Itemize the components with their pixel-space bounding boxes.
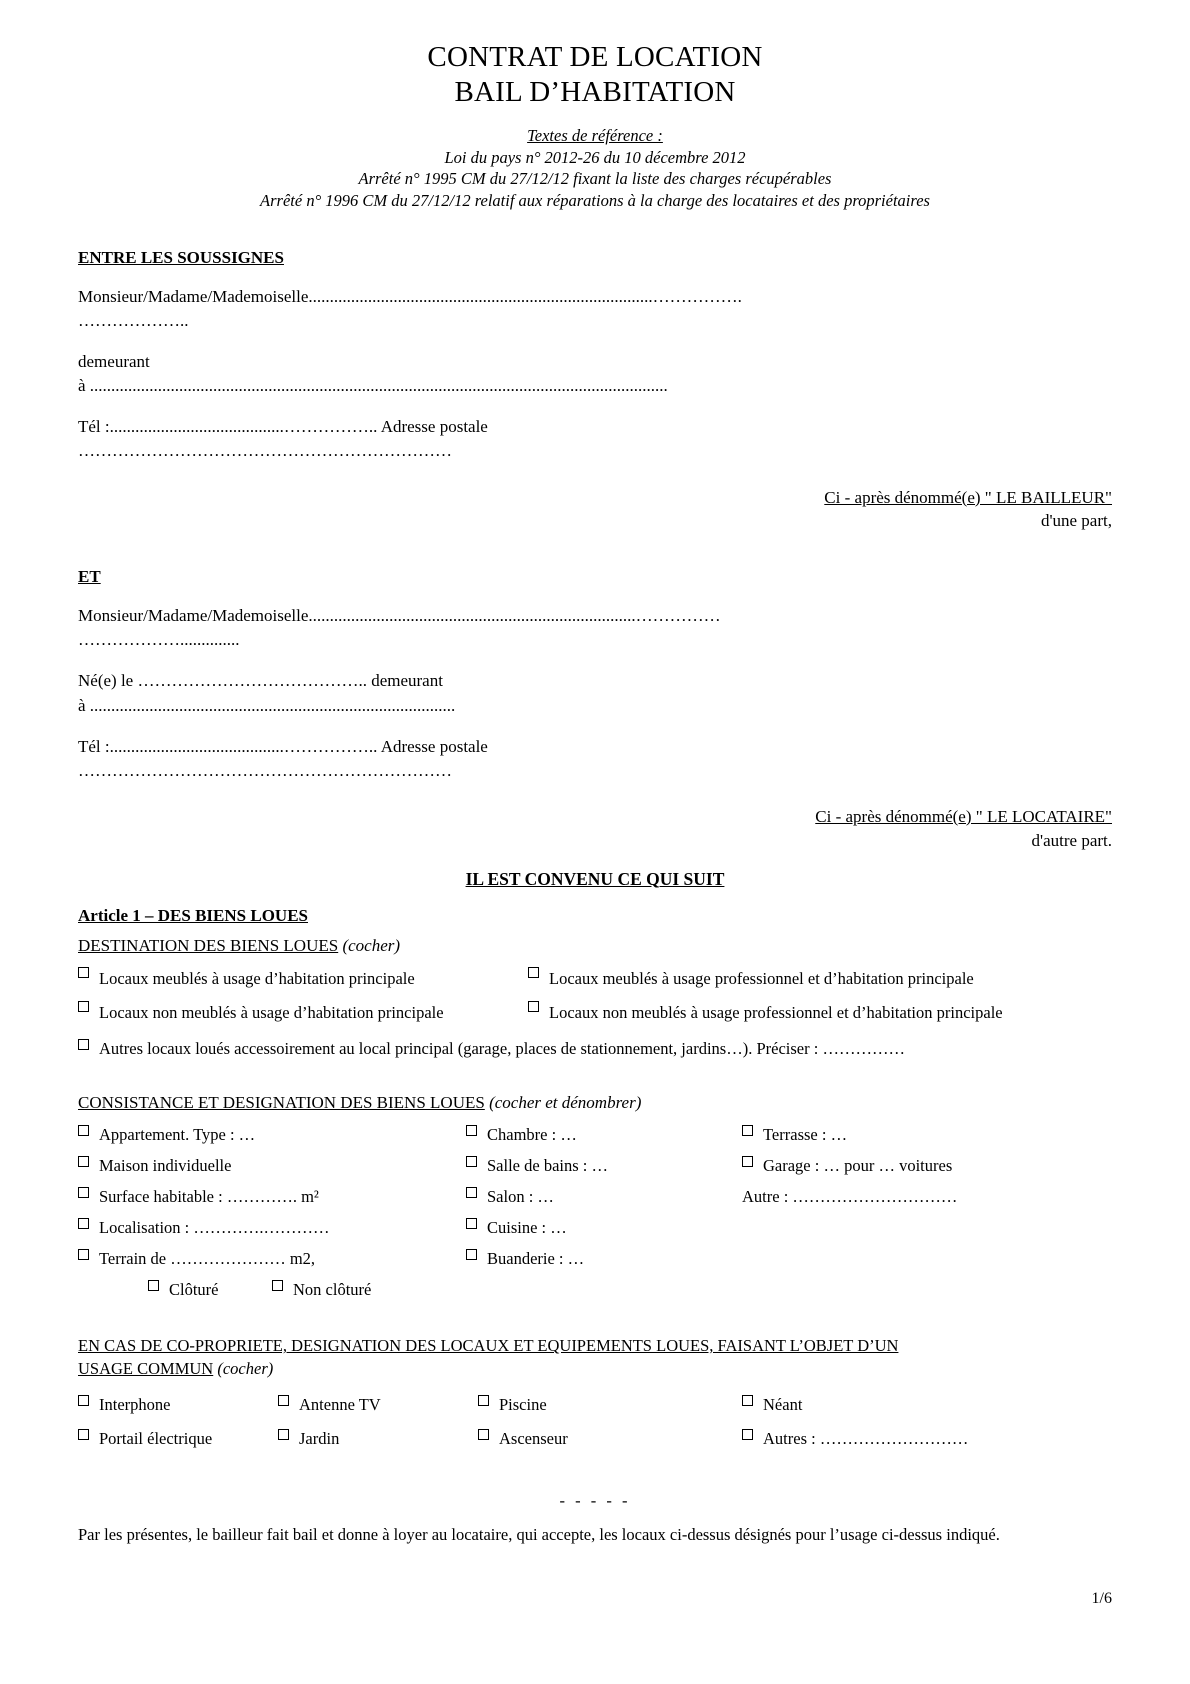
locataire-name-text: Monsieur/Madame/Mademoiselle.............................................................................……………: [78, 606, 721, 626]
checkbox-icon[interactable]: [528, 967, 539, 978]
consistance-option-maison[interactable]: [78, 1156, 466, 1176]
bailleur-address-line: à ........................................................................................................................................: [78, 376, 668, 396]
locataire-postal-line: …………………………………………………………: [78, 760, 452, 780]
consistance-option-terrain[interactable]: [78, 1249, 466, 1269]
destination-option-meuble-habitation[interactable]: [78, 967, 528, 991]
section-separator: - - - - -: [559, 1490, 631, 1510]
option-label: Néant: [763, 1394, 803, 1414]
consistance-option-salon[interactable]: [466, 1187, 742, 1207]
consistance-option-appartement[interactable]: [78, 1125, 466, 1145]
checkbox-icon[interactable]: [78, 1039, 89, 1050]
checkbox-icon[interactable]: [742, 1395, 753, 1406]
consistance-option-localisation[interactable]: [78, 1218, 466, 1238]
option-label: Locaux non meublés à usage professionnel et d’habitation principale: [549, 1003, 1003, 1023]
reference-line-2: Arrêté n° 1995 CM du 27/12/12 fixant la liste des charges récupérables: [358, 169, 832, 189]
reference-line-3: Arrêté n° 1996 CM du 27/12/12 relatif aux réparations à la charge des locataires et des propriétaires: [260, 191, 930, 211]
destination-option-autres[interactable]: [78, 1039, 1112, 1059]
terrain-fence-options: [78, 1280, 1112, 1300]
option-label: Cuisine : …: [487, 1218, 567, 1238]
checkbox-icon[interactable]: [278, 1429, 289, 1440]
option-label: Locaux non meublés à usage d’habitation principale: [99, 1003, 444, 1023]
bailleur-name-line: [78, 285, 1112, 333]
option-label: Terrain de ………………… m2,: [99, 1249, 316, 1269]
option-label: Surface habitable : …………. m²: [99, 1187, 319, 1207]
copropriete-option-antenne-tv[interactable]: [278, 1395, 478, 1415]
closing-paragraph: Par les présentes, le bailleur fait bail et donne à loyer au locataire, qui accepte, les locaux ci-dessus désignés pour l’usage ci-dessus indiqué.: [78, 1524, 1000, 1544]
checkbox-icon[interactable]: [278, 1395, 289, 1406]
copropriete-subheading: [78, 1334, 1112, 1380]
locataire-tel-line: Tél :.........................................…………….. Adresse postale: [78, 736, 488, 756]
checkbox-icon[interactable]: [78, 1187, 89, 1198]
option-label: Non clôturé: [293, 1280, 372, 1300]
copropriete-option-interphone[interactable]: [78, 1395, 278, 1415]
option-label: Maison individuelle: [99, 1156, 232, 1176]
et-separator: ET: [78, 567, 101, 587]
checkbox-icon[interactable]: [78, 1125, 89, 1136]
reference-label: Textes de référence :: [527, 125, 663, 145]
checkbox-icon[interactable]: [466, 1218, 477, 1229]
consistance-row: [78, 1249, 1112, 1269]
destination-subheading: [78, 936, 1112, 956]
locataire-contact-block: [78, 735, 1112, 783]
option-label: Salon : …: [487, 1187, 554, 1207]
option-label: Jardin: [299, 1428, 340, 1448]
locataire-birth-line: Né(e) le ………………………………….. demeurant: [78, 671, 443, 691]
checkbox-icon[interactable]: [478, 1395, 489, 1406]
checkbox-icon[interactable]: [78, 1001, 89, 1012]
checkbox-icon[interactable]: [148, 1280, 159, 1291]
consistance-option-buanderie[interactable]: [466, 1249, 742, 1269]
copropriete-option-piscine[interactable]: [478, 1395, 742, 1415]
copropriete-row: [78, 1429, 1112, 1449]
bailleur-demeurant-block: [78, 350, 1112, 398]
consistance-row: [78, 1218, 1112, 1238]
checkbox-icon[interactable]: [78, 1249, 89, 1260]
checkbox-icon[interactable]: [78, 1395, 89, 1406]
consistance-option-surface-habitable[interactable]: [78, 1187, 466, 1207]
option-label: Autres locaux loués accessoirement au local principal (garage, places de stationnement, jardins…). Préciser : ……………: [99, 1039, 905, 1059]
destination-option-nonmeuble-habitation[interactable]: [78, 1001, 528, 1025]
locataire-name-text-cont: ………………..............: [78, 630, 240, 650]
article-1-heading: Article 1 – DES BIENS LOUES: [78, 905, 308, 925]
page-number: 1/6: [1091, 1590, 1112, 1607]
copropriete-row: [78, 1395, 1112, 1415]
option-label: Salle de bains : …: [487, 1156, 608, 1176]
consistance-option-terrasse[interactable]: [742, 1125, 1112, 1145]
option-label: Portail électrique: [99, 1428, 213, 1448]
bailleur-contact-block: [78, 415, 1112, 463]
consistance-option-garage[interactable]: [742, 1156, 1112, 1176]
option-label: Garage : … pour … voitures: [763, 1156, 953, 1176]
checkbox-icon[interactable]: [78, 1218, 89, 1229]
copropriete-option-neant[interactable]: [742, 1395, 1102, 1415]
consistance-row: [78, 1187, 1112, 1207]
bailleur-name-text: Monsieur/Madame/Mademoiselle.................................................................................…………….: [78, 286, 742, 306]
copropriete-option-ascenseur[interactable]: [478, 1429, 742, 1449]
destination-row-2: [78, 1001, 1112, 1025]
copropriete-hint: (cocher): [217, 1359, 274, 1379]
copropriete-label-line-1: EN CAS DE CO-PROPRIETE, DESIGNATION DES LOCAUX ET EQUIPEMENTS LOUES, FAISANT L’OBJET D’UN: [78, 1336, 899, 1356]
checkbox-icon[interactable]: [272, 1280, 283, 1291]
destination-hint: (cocher): [342, 935, 401, 955]
checkbox-icon[interactable]: [742, 1429, 753, 1440]
agreement-line: IL EST CONVENU CE QUI SUIT: [465, 868, 725, 889]
option-label: Ascenseur: [499, 1428, 568, 1448]
checkbox-icon[interactable]: [478, 1429, 489, 1440]
bailleur-demeurant-label: demeurant: [78, 352, 150, 372]
bailleur-postal-line: …………………………………………………………: [78, 441, 452, 461]
consistance-option-salle-de-bains[interactable]: [466, 1156, 742, 1176]
locataire-denomination-block: [78, 805, 1112, 853]
option-label: Appartement. Type : …: [99, 1125, 256, 1145]
option-label: Buanderie : …: [487, 1249, 585, 1269]
checkbox-icon[interactable]: [742, 1156, 753, 1167]
page-content: [78, 40, 1112, 1546]
reference-line-1: Loi du pays n° 2012-26 du 10 décembre 2012: [444, 147, 746, 167]
locataire-name-line: [78, 604, 1112, 652]
consistance-subheading: [78, 1093, 1112, 1113]
option-label: Terrasse : …: [763, 1125, 848, 1145]
option-label: Autres : ………………………: [763, 1428, 969, 1448]
consistance-label: CONSISTANCE ET DESIGNATION DES BIENS LOUES: [78, 1093, 485, 1113]
copropriete-option-autres[interactable]: [742, 1429, 1102, 1449]
bailleur-part: d'une part,: [1040, 511, 1112, 531]
option-label: Chambre : …: [487, 1125, 577, 1145]
copropriete-option-portail-electrique[interactable]: [78, 1429, 278, 1449]
consistance-field-autre[interactable]: [742, 1187, 1112, 1207]
bailleur-denomination: Ci - après dénommé(e) " LE BAILLEUR": [824, 487, 1112, 507]
copropriete-option-jardin[interactable]: [278, 1429, 478, 1449]
checkbox-icon[interactable]: [78, 967, 89, 978]
consistance-option-non-cloture[interactable]: [272, 1280, 396, 1300]
option-label: Autre : …………………………: [742, 1187, 958, 1207]
consistance-option-chambre[interactable]: [466, 1125, 742, 1145]
checkbox-icon[interactable]: [78, 1156, 89, 1167]
consistance-hint: (cocher et dénombrer): [489, 1093, 642, 1113]
bailleur-tel-line: Tél :.........................................…………….. Adresse postale: [78, 417, 488, 437]
copropriete-grid: [78, 1395, 1112, 1449]
checkbox-icon[interactable]: [466, 1125, 477, 1136]
checkbox-icon[interactable]: [78, 1429, 89, 1440]
destination-row-1: [78, 967, 1112, 991]
parties-heading: ENTRE LES SOUSSIGNES: [78, 247, 284, 267]
checkbox-icon[interactable]: [466, 1187, 477, 1198]
consistance-empty-cell: [742, 1218, 1112, 1238]
consistance-grid: [78, 1125, 1112, 1300]
consistance-option-cloture[interactable]: [148, 1280, 272, 1300]
locataire-part: d'autre part.: [1031, 830, 1112, 850]
consistance-empty-cell: [742, 1249, 1112, 1269]
bailleur-name-text-cont: ………………..: [78, 310, 189, 330]
document-title: [78, 40, 1112, 111]
option-label: Clôturé: [169, 1280, 219, 1300]
consistance-row: [78, 1125, 1112, 1145]
locataire-denomination: Ci - après dénommé(e) " LE LOCATAIRE": [815, 806, 1112, 826]
reference-texts: [78, 125, 1112, 212]
checkbox-icon[interactable]: [466, 1156, 477, 1167]
checkbox-icon[interactable]: [742, 1125, 753, 1136]
option-label: Interphone: [99, 1394, 171, 1414]
destination-option-meuble-professionnel[interactable]: [528, 967, 1112, 991]
consistance-row: [78, 1156, 1112, 1176]
checkbox-icon[interactable]: [528, 1001, 539, 1012]
consistance-option-cuisine[interactable]: [466, 1218, 742, 1238]
copropriete-label-line-2: USAGE COMMUN: [78, 1359, 214, 1379]
option-label: Locaux meublés à usage professionnel et d’habitation principale: [549, 968, 974, 988]
destination-label: DESTINATION DES BIENS LOUES: [78, 935, 339, 955]
option-label: Piscine: [499, 1394, 547, 1414]
option-label: Locaux meublés à usage d’habitation principale: [99, 968, 415, 988]
checkbox-icon[interactable]: [466, 1249, 477, 1260]
title-line-2: BAIL D’HABITATION: [454, 76, 736, 109]
locataire-address-line: à ......................................................................................: [78, 695, 456, 715]
option-label: Antenne TV: [299, 1394, 381, 1414]
locataire-birth-block: [78, 669, 1112, 717]
title-line-1: CONTRAT DE LOCATION: [427, 41, 763, 73]
option-label: Localisation : ………….…………: [99, 1218, 330, 1238]
destination-option-nonmeuble-professionnel[interactable]: [528, 1001, 1112, 1025]
bailleur-denomination-block: [78, 486, 1112, 534]
